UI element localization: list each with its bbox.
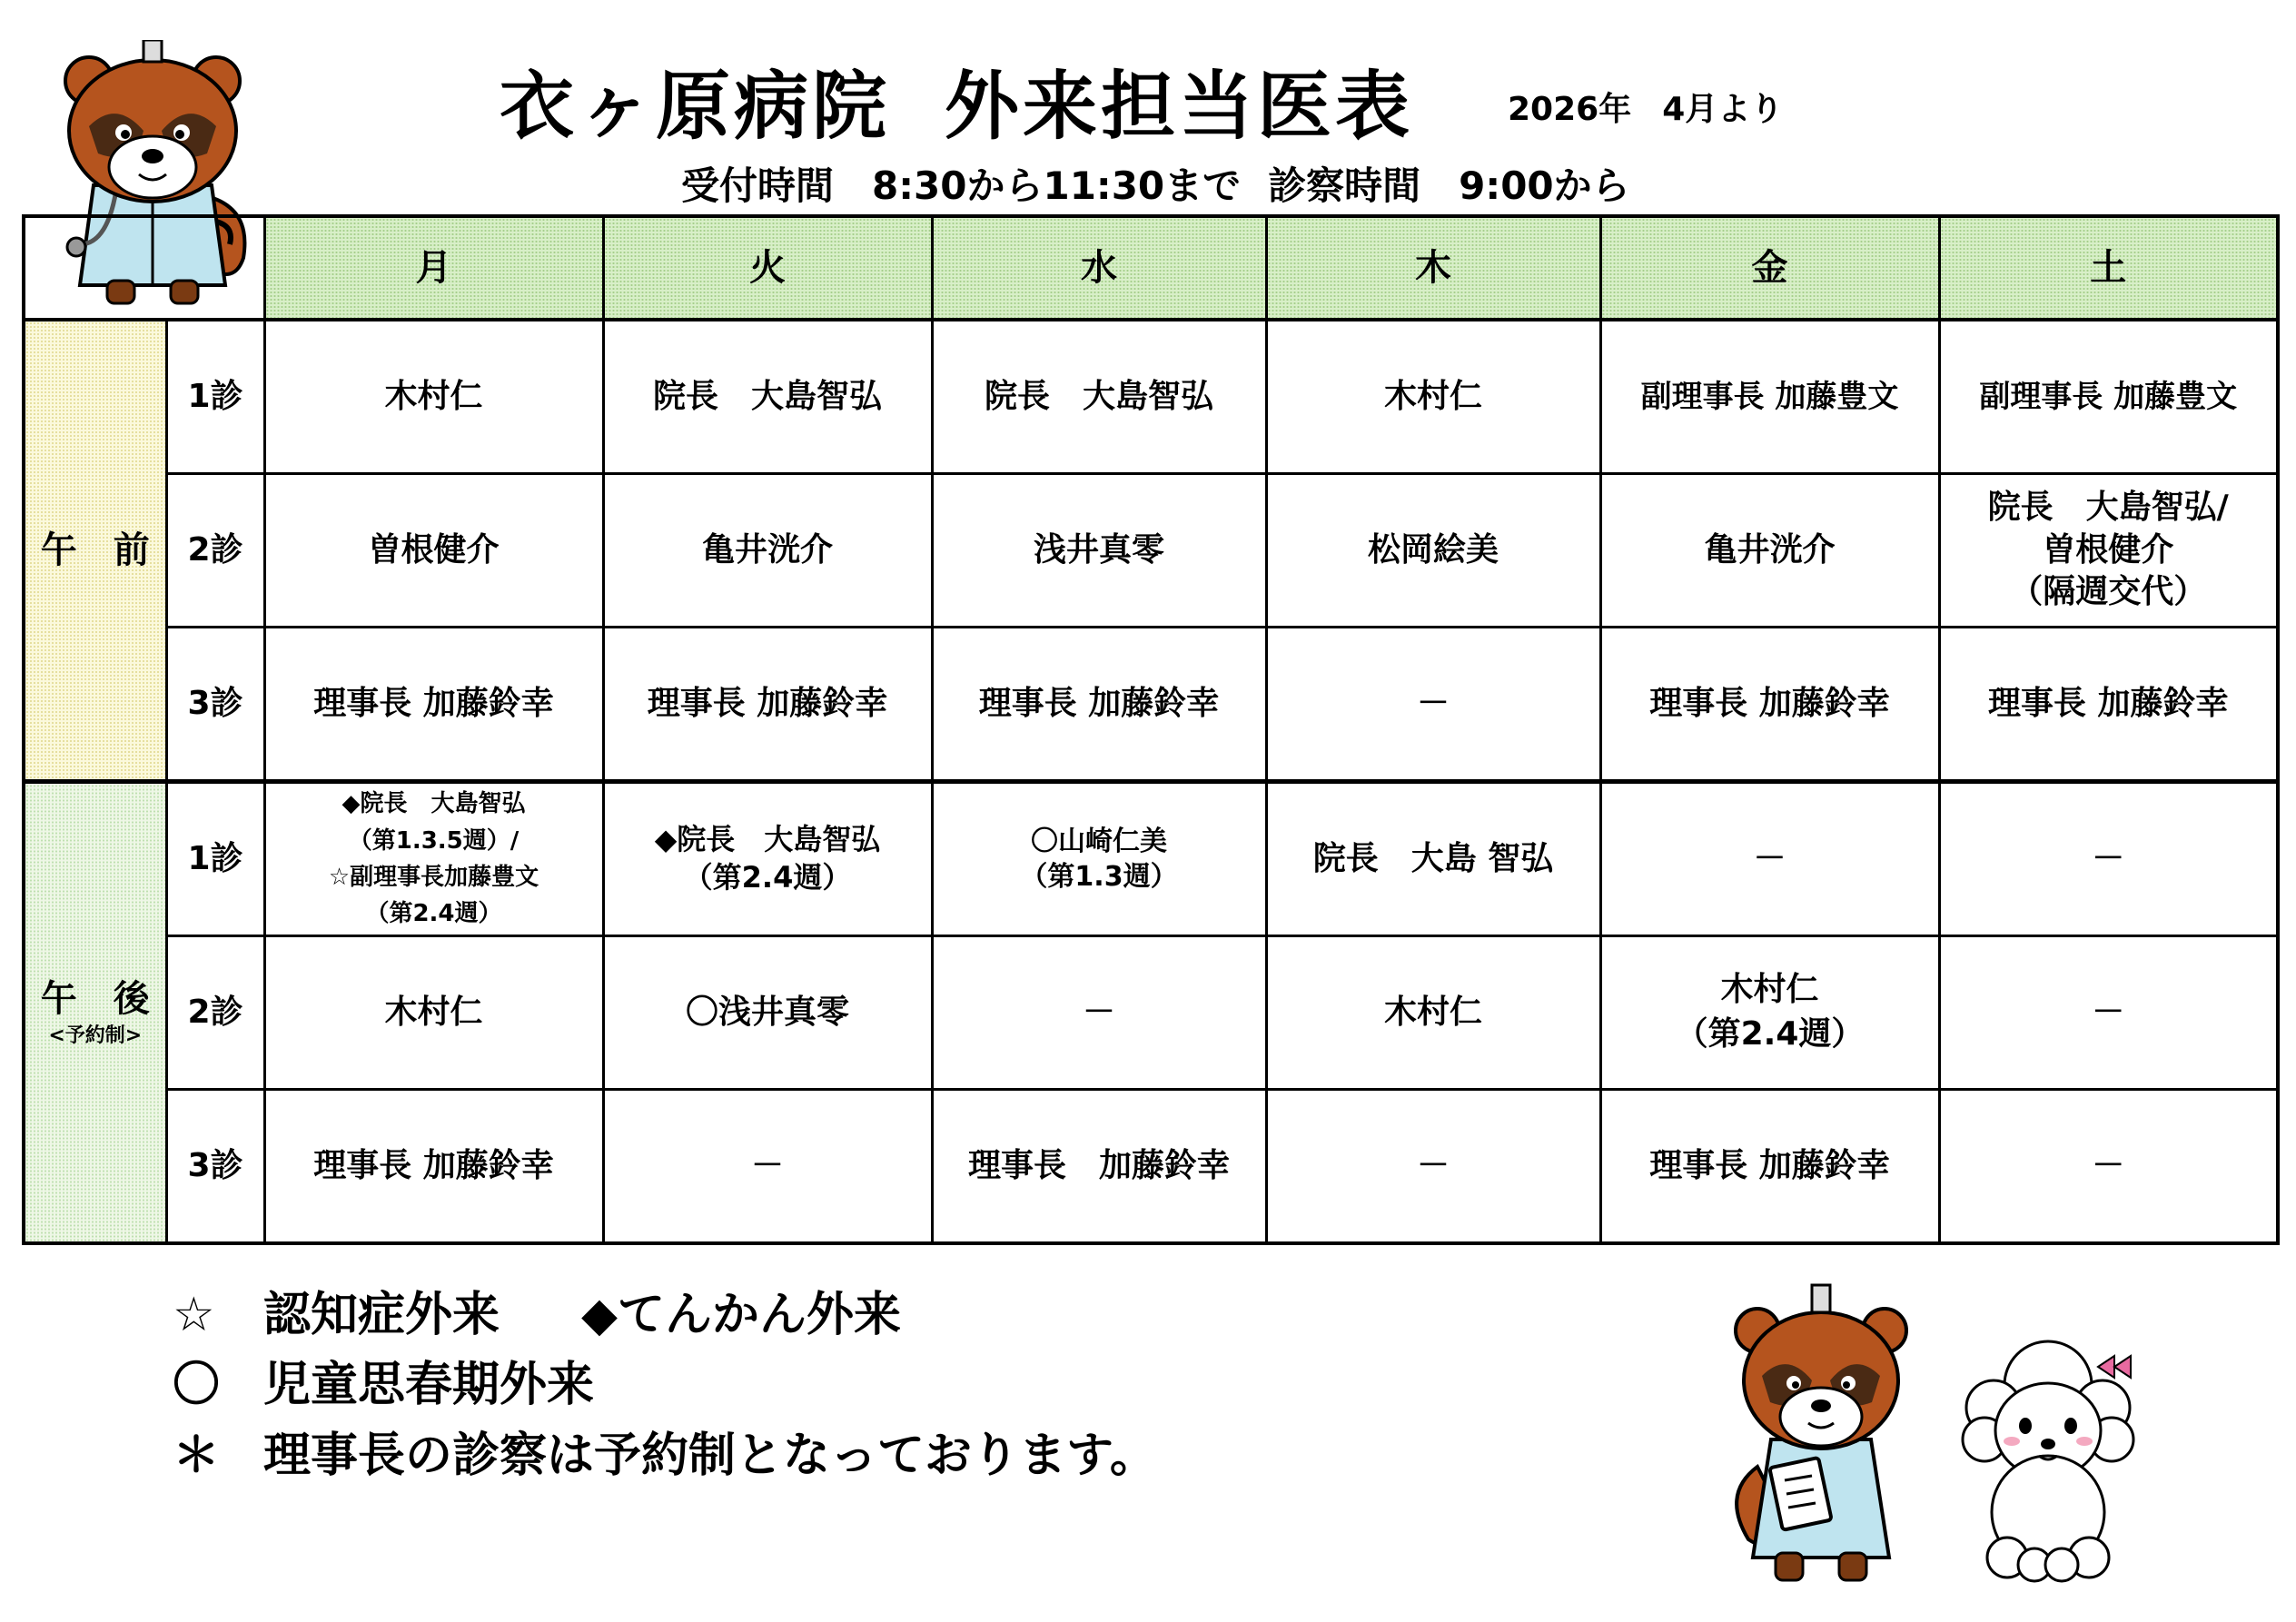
legend-child: 児童思春期外来: [263, 1358, 595, 1412]
schedule-cell: －: [1266, 628, 1600, 782]
am-row-3: [24, 628, 2278, 782]
legend-dementia: 認知症外来: [263, 1288, 500, 1342]
schedule-cell: －: [1939, 1090, 2278, 1244]
schedule-cell: 副理事長 加藤豊文: [1600, 320, 1939, 474]
schedule-cell: 〇浅井真零: [603, 936, 932, 1090]
tanuki-doctor-clipboard-icon: [1721, 1267, 1921, 1594]
asterisk-symbol: ＊: [173, 1429, 221, 1483]
effective-year: 2026年: [1508, 91, 1632, 128]
slot-label: 1診: [166, 320, 264, 474]
schedule-cell: 亀井洸介: [1600, 474, 1939, 628]
schedule-cell: 理事長 加藤鈴幸: [603, 628, 932, 782]
hours-line: [681, 156, 1630, 211]
am-row-1: [24, 320, 2278, 474]
legend-child-adolescent: [173, 1346, 594, 1414]
schedule-cell: 院長 大島 智弘: [1266, 782, 1600, 936]
schedule-cell: 木村仁: [264, 936, 603, 1090]
legend-dementia-epilepsy: [173, 1276, 901, 1344]
consultation-hours: 診察時間 9:00から: [1268, 163, 1630, 208]
schedule-cell: －: [603, 1090, 932, 1244]
schedule-cell: 亀井洸介: [603, 474, 932, 628]
schedule-cell: ◆院長 大島智弘 （第2.4週）: [603, 782, 932, 936]
am-row-2: [24, 474, 2278, 628]
header-corner: [24, 216, 166, 320]
white-poodle-icon: [1944, 1330, 2152, 1585]
schedule-cell: 理事長 加藤鈴幸: [1939, 628, 2278, 782]
legend-epilepsy: ◆てんかん外来: [581, 1288, 902, 1342]
schedule-cell: 院長 大島智弘: [603, 320, 932, 474]
hospital-name: 衣ヶ原病院: [500, 64, 891, 150]
document-title: 外来担当医表: [945, 64, 1414, 150]
schedule-cell: －: [1266, 1090, 1600, 1244]
schedule-cell: 理事長 加藤鈴幸: [1600, 628, 1939, 782]
schedule-cell: 理事長 加藤鈴幸: [932, 1090, 1266, 1244]
slot-label: 2診: [166, 474, 264, 628]
effective-date: [1508, 84, 1783, 130]
schedule-cell: 理事長 加藤鈴幸: [932, 628, 1266, 782]
day-header-wed: 水: [932, 216, 1266, 320]
circle-symbol: 〇: [173, 1358, 221, 1412]
schedule-cell: 理事長 加藤鈴幸: [1600, 1090, 1939, 1244]
header-corner: [166, 216, 264, 320]
day-header-fri: 金: [1600, 216, 1939, 320]
outpatient-schedule-table: [22, 214, 2280, 1245]
day-header-row: [24, 216, 2278, 320]
schedule-cell: 曽根健介: [264, 474, 603, 628]
schedule-cell: 浅井真零: [932, 474, 1266, 628]
pm-session-label: [24, 782, 166, 1244]
schedule-cell: －: [1939, 782, 2278, 936]
day-header-thu: 木: [1266, 216, 1600, 320]
slot-label: 3診: [166, 628, 264, 782]
slot-label: 3診: [166, 1090, 264, 1244]
legend-reservation: 理事長の診察は予約制となっております。: [263, 1429, 1157, 1483]
schedule-cell: －: [1939, 936, 2278, 1090]
pm-session-title: 午 後: [40, 977, 150, 1020]
schedule-cell: 木村仁: [264, 320, 603, 474]
am-session-label: 午 前: [24, 320, 166, 782]
schedule-cell: －: [1600, 782, 1939, 936]
effective-month: 4月より: [1662, 91, 1784, 128]
schedule-cell: 松岡絵美: [1266, 474, 1600, 628]
pm-row-2: [24, 936, 2278, 1090]
day-header-tue: 火: [603, 216, 932, 320]
pm-row-3: [24, 1090, 2278, 1244]
pm-reservation-note: <予約制>: [48, 1024, 143, 1047]
schedule-cell: 木村仁: [1266, 936, 1600, 1090]
schedule-cell: －: [932, 936, 1266, 1090]
day-header-mon: 月: [264, 216, 603, 320]
star-symbol: ☆: [173, 1288, 215, 1342]
schedule-cell: 院長 大島智弘/ 曽根健介 （隔週交代）: [1939, 474, 2278, 628]
schedule-cell: 理事長 加藤鈴幸: [264, 1090, 603, 1244]
reception-hours: 受付時間 8:30から11:30まで: [681, 163, 1242, 208]
slot-label: 2診: [166, 936, 264, 1090]
schedule-cell: 副理事長 加藤豊文: [1939, 320, 2278, 474]
schedule-cell: 理事長 加藤鈴幸: [264, 628, 603, 782]
schedule-cell: ◆院長 大島智弘 （第1.3.5週）/ ☆副理事長加藤豊文 （第2.4週）: [264, 782, 603, 936]
schedule-cell: 〇山崎仁美 （第1.3週）: [932, 782, 1266, 936]
page-title: [500, 47, 1413, 153]
day-header-sat: 土: [1939, 216, 2278, 320]
pm-row-1: [24, 782, 2278, 936]
legend-reservation-note: [173, 1417, 1157, 1485]
schedule-cell: 院長 大島智弘: [932, 320, 1266, 474]
schedule-cell: 木村仁: [1266, 320, 1600, 474]
schedule-cell: 木村仁 （第2.4週）: [1600, 936, 1939, 1090]
slot-label: 1診: [166, 782, 264, 936]
